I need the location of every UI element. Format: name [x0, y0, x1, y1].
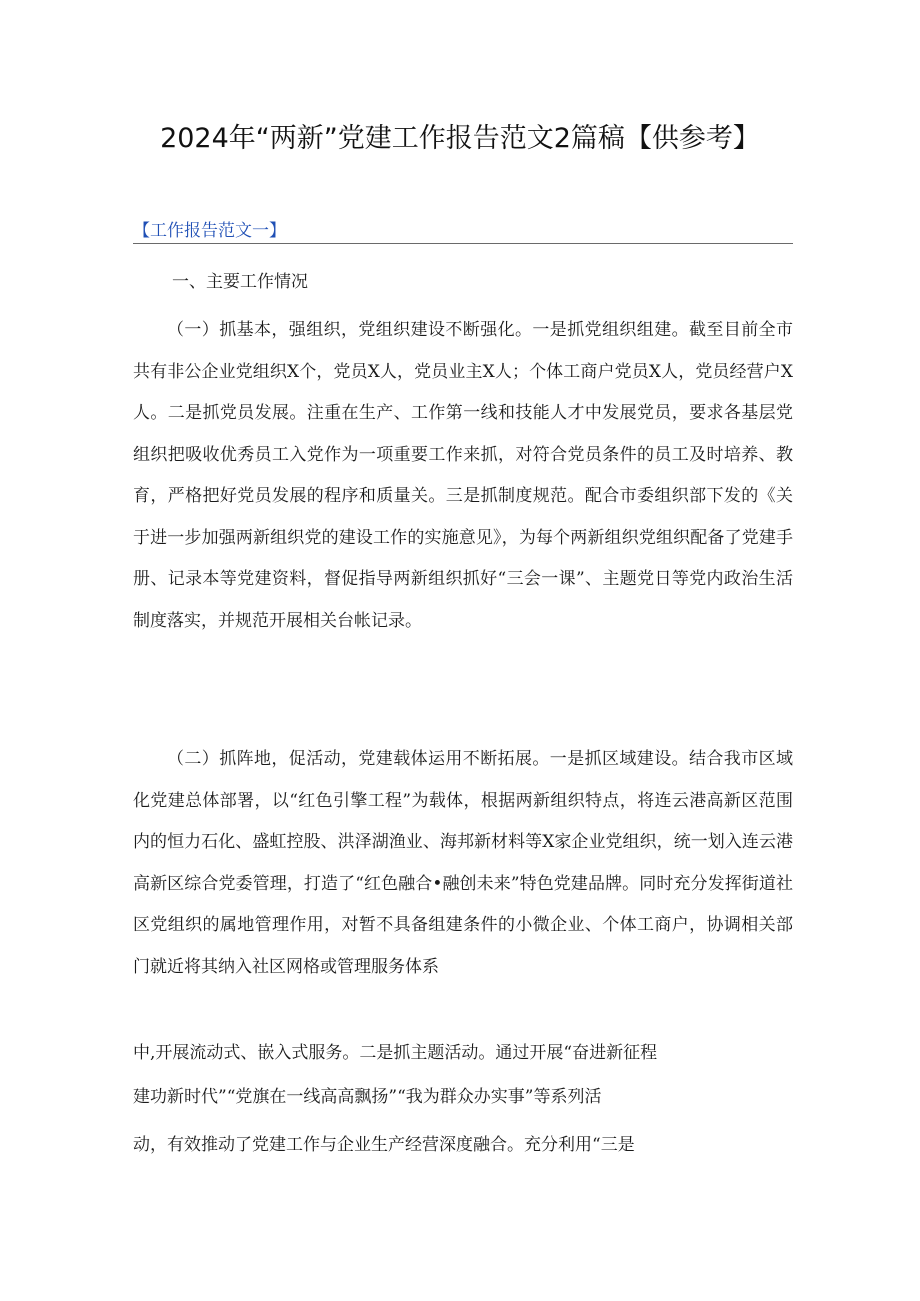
text-line-3: 动，有效推动了党建工作与企业生产经营深度融合。充分利用“三是: [133, 1135, 635, 1155]
text-line-continuation: 中,开展流动式、嵌入式服务。二是抓主题活动。通过开展“奋进新征程: [133, 1043, 658, 1063]
text-line-1: 二是抓主题活动。通过开展“奋进新征程: [359, 1043, 658, 1063]
text-line-2: 建功新时代”“党旗在一线高高飘扬”“我为群众办实事”等系列活: [133, 1087, 602, 1107]
paragraph-activities: （二）抓阵地，促活动，党建载体运用不断拓展。一是抓区域建设。结合我市区域化党建总体部署，以“红色引擎工程”为载体，根据两新组织特点，将连云港高新区范围内的恒力石化、盛虹控股、洪泽湖渔业、海邦新材料等X家企业党组织，统一划入连云港高新区综合党委管理，打造了“红色融合•融创未来”特色党建品牌。同时充分发挥街道社区党组织的属地管理作用，对暂不具备组建条件的小微企业、个体工商户，协调相关部门就近将其纳入社区网格或管理服务体系: [133, 749, 793, 977]
heading-main-work: 一、主要工作情况: [172, 272, 308, 292]
section-label: 【工作报告范文一】: [133, 221, 286, 241]
section-divider: [133, 243, 793, 244]
document-title: 2024年“两新”党建工作报告范文2篇稿【供参考】: [160, 123, 760, 154]
paragraph-organization: （一）抓基本，强组织，党组织建设不断强化。一是抓党组织组建。截至目前全市共有非公企业党组织X个，党员X人，党员业主X人；个体工商户党员X人，党员经营户X人。二是抓党员发展。注重在生产、工作第一线和技能人才中发展党员，要求各基层党组织把吸收优秀员工入党作为一项重要工作来抓，对符合党员条件的员工及时培养、教育，严格把好党员发展的程序和质量关。三是抓制度规范。配合市委组织部下发的《关于进一步加强两新组织党的建设工作的实施意见》，为每个两新组织党组织配备了党建手册、记录本等党建资料，督促指导两新组织抓好“三会一课”、主题党日等党内政治生活制度落实，并规范开展相关台帐记录。: [133, 320, 793, 631]
